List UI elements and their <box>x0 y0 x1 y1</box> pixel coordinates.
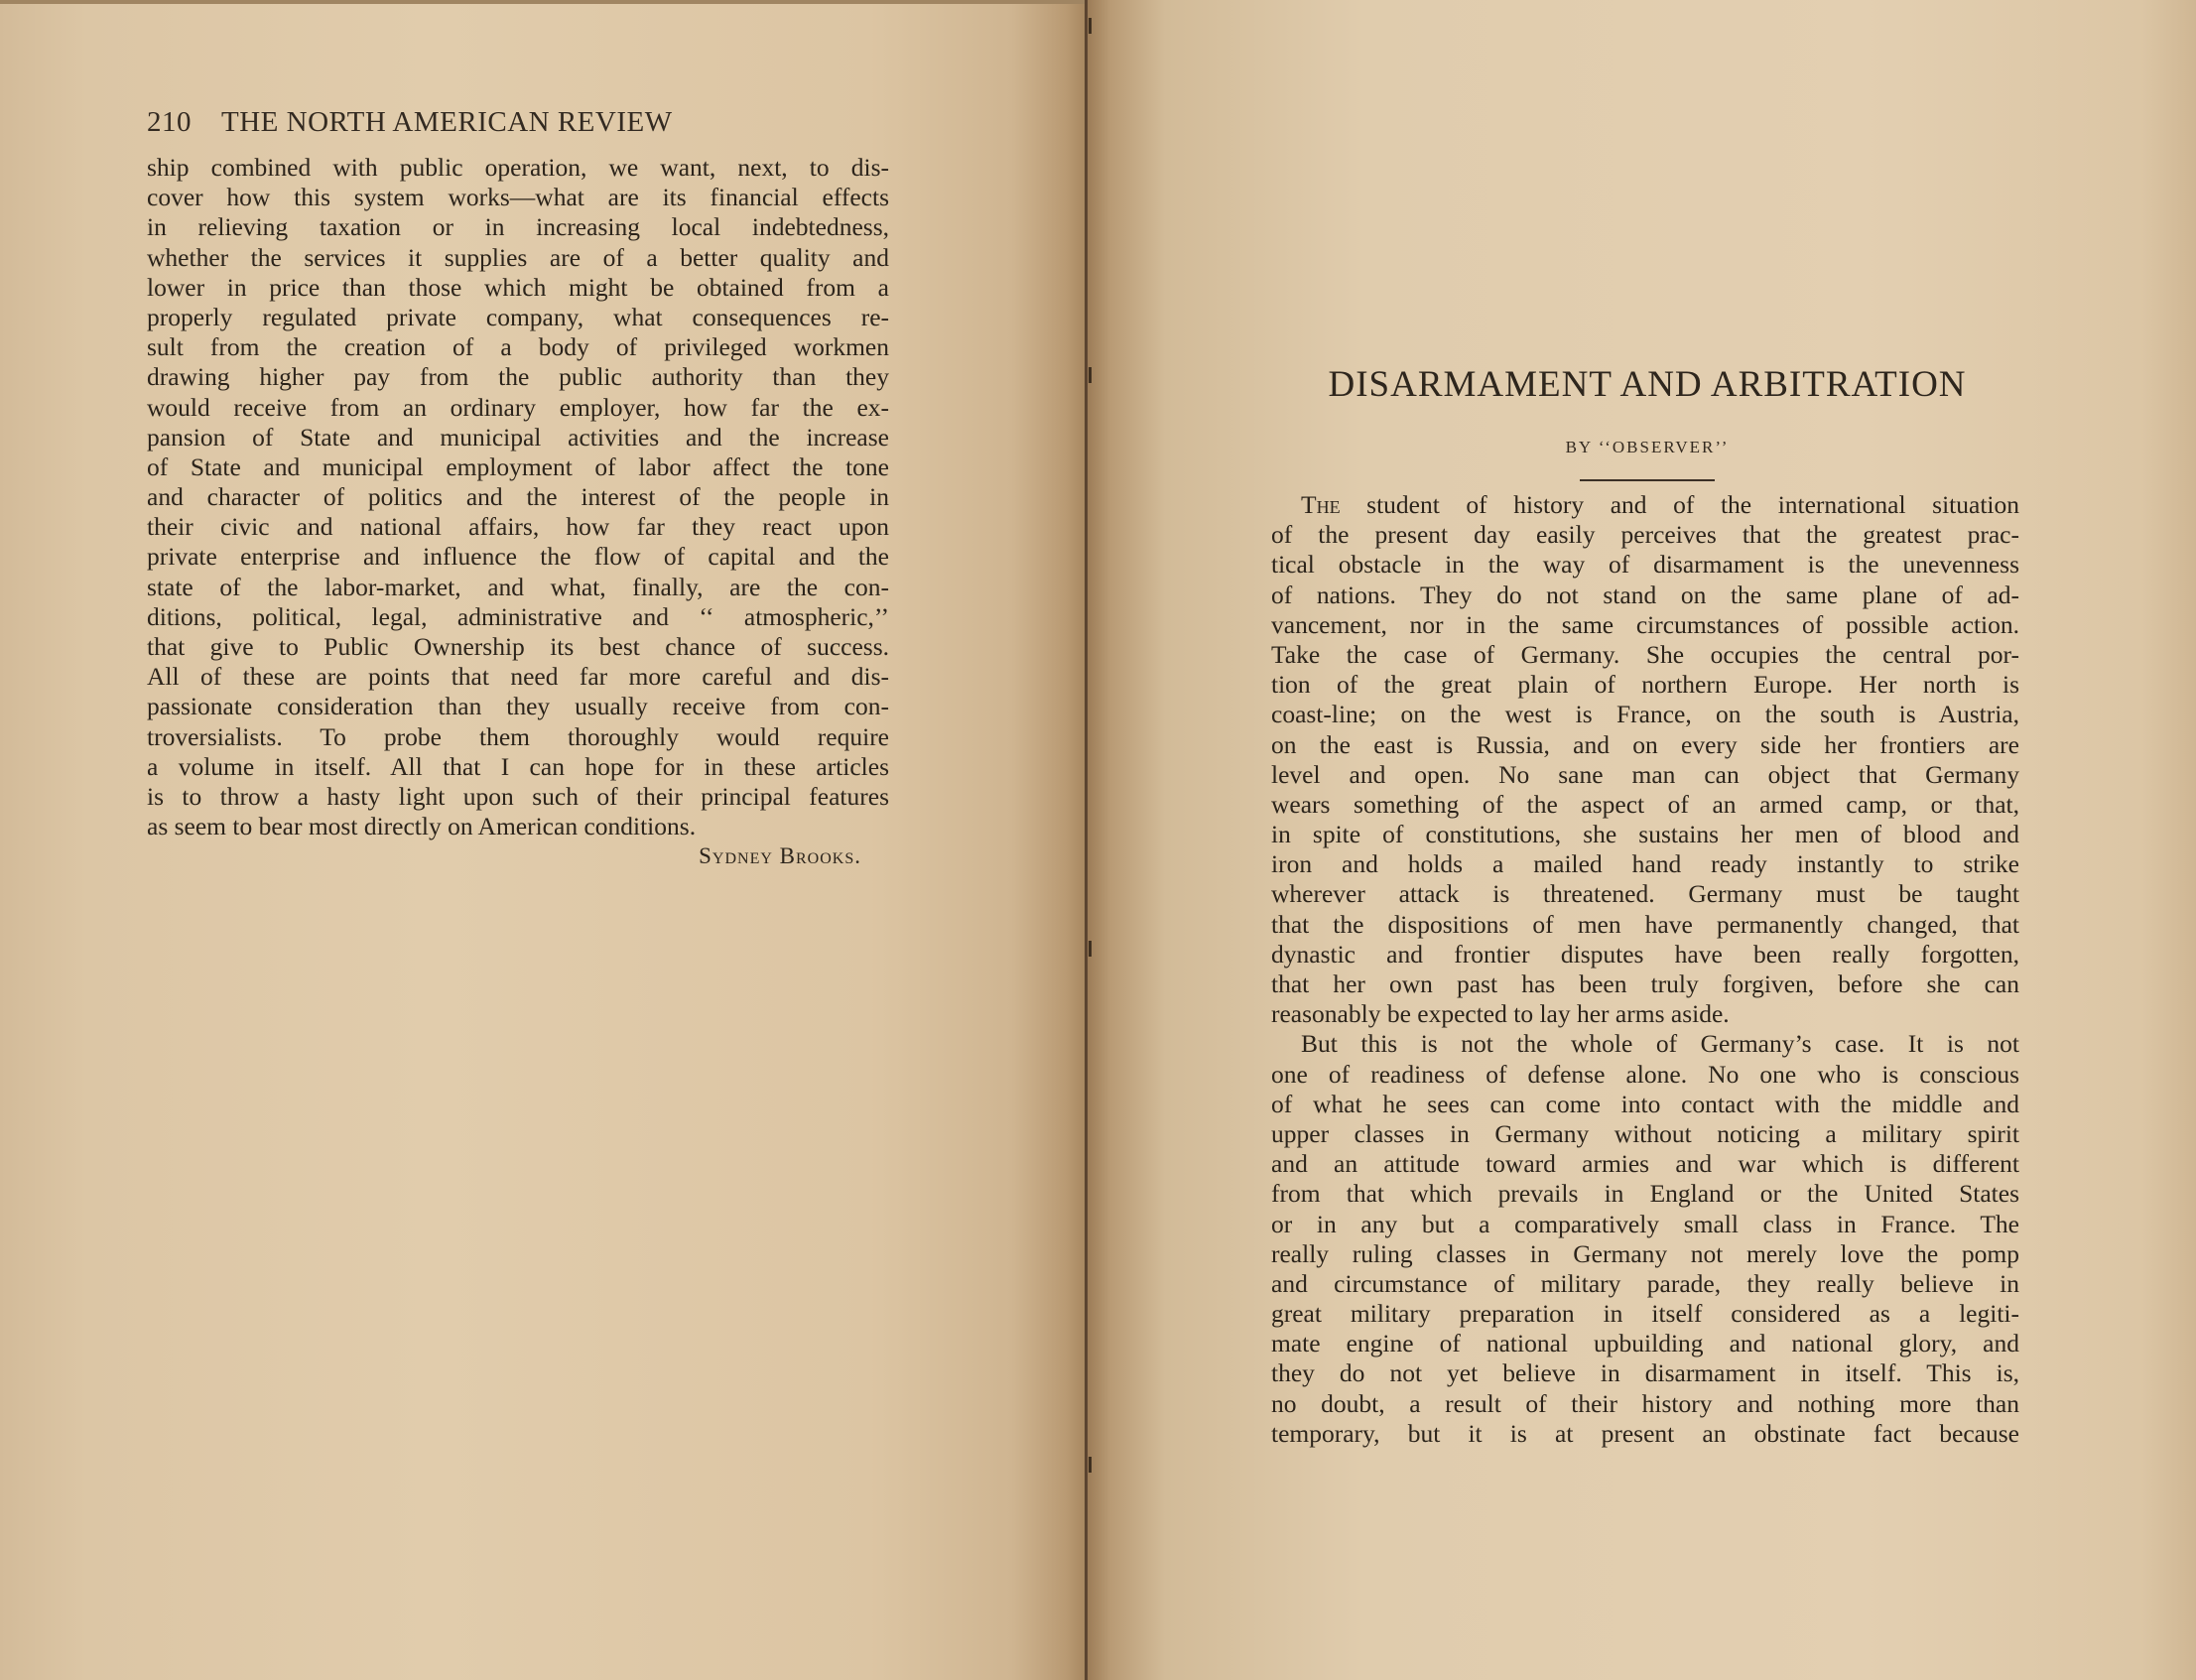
text-line: no doubt, a result of their history and nothing more than <box>1271 1388 2019 1418</box>
text-line: that her own past has been truly forgiven, before she can <box>1271 969 2019 998</box>
text-line: lower in price than those which might be obtained from a <box>147 272 889 302</box>
text-line: of State and municipal employment of labor affect the tone <box>147 452 889 481</box>
text-line: great military preparation in itself considered as a legiti- <box>1271 1299 2019 1329</box>
binding-thread <box>1089 941 1092 957</box>
text-line: wherever attack is threatened. Germany must be taught <box>1271 879 2019 909</box>
binding-thread <box>1089 367 1092 383</box>
text-line: on the east is Russia, and on every side her frontiers are <box>1271 729 2019 759</box>
text-line: and character of politics and the interest of the people in <box>147 482 889 512</box>
text-line: wears something of the aspect of an armed camp, or that, <box>1271 789 2019 819</box>
text-line: their civic and national affairs, how far they react upon <box>147 512 889 542</box>
text-line: they do not yet believe in disarmament in itself. This is, <box>1271 1358 2019 1388</box>
text-line: that give to Public Ownership its best chance of success. <box>147 632 889 661</box>
article-title: DISARMAMENT AND ARBITRATION <box>1328 364 1967 405</box>
article-byline: BY ‘‘OBSERVER’’ <box>1565 438 1730 456</box>
left-body-text <box>147 153 889 841</box>
text-line: temporary, but it is at present an obstinate fact because <box>1271 1418 2019 1448</box>
text-line: properly regulated private company, what consequences re- <box>147 302 889 331</box>
text-line: as seem to bear most directly on American conditions. <box>147 812 697 841</box>
text-line: one of readiness of defense alone. No one who is conscious <box>1271 1059 2019 1089</box>
text-line: level and open. No sane man can object that Germany <box>1271 759 2019 789</box>
author-signature: Sydney Brooks. <box>699 843 861 868</box>
binding-thread <box>1089 1457 1092 1473</box>
text-line: in spite of constitutions, she sustains her men of blood and <box>1271 820 2019 849</box>
text-line: sult from the creation of a body of privileged workmen <box>147 332 889 362</box>
text-line: in relieving taxation or in increasing local indebtedness, <box>147 212 889 242</box>
text-line <box>1271 490 2019 520</box>
text-line: state of the labor-market, and what, finally, are the con- <box>147 572 889 601</box>
text-line: reasonably be expected to lay her arms aside. <box>1271 999 1730 1029</box>
text-line: pansion of State and municipal activities and the increase <box>147 422 889 452</box>
text-line: cover how this system works—what are its financial effects <box>147 183 889 212</box>
text-line: vancement, nor in the same circumstances of possible action. <box>1271 609 2019 639</box>
text-line: or in any but a comparatively small class in France. The <box>1271 1209 2019 1238</box>
text-line: and circumstance of military parade, they really believe in <box>1271 1268 2019 1298</box>
text-line: of what he sees can come into contact with the middle and <box>1271 1089 2019 1118</box>
text-line: that the dispositions of men have permanently changed, that <box>1271 909 2019 939</box>
text-line: Take the case of Germany. She occupies the central por- <box>1271 639 2019 669</box>
lead-word: The <box>1301 490 1341 519</box>
text-line: drawing higher pay from the public authority than they <box>147 362 889 392</box>
text-line: dynastic and frontier disputes have been really forgotten, <box>1271 939 2019 969</box>
text-line: ship combined with public operation, we want, next, to dis- <box>147 153 889 182</box>
text-line: tion of the great plain of northern Europe. Her north is <box>1271 670 2019 700</box>
page-number: 210 <box>147 106 192 138</box>
text-line: coast-line; on the west is France, on the south is Austria, <box>1271 700 2019 729</box>
text-line: All of these are points that need far more careful and dis- <box>147 662 889 692</box>
journal-title: THE NORTH AMERICAN REVIEW <box>221 106 673 138</box>
text-line: really ruling classes in Germany not merely love the pomp <box>1271 1238 2019 1268</box>
text-line: tical obstacle in the way of disarmament is the unevenness <box>1271 550 2019 580</box>
text-line: But this is not the whole of Germany’s case. It is not <box>1301 1029 2019 1059</box>
text-line: passionate consideration than they usually receive from con- <box>147 692 889 721</box>
text-line: would receive from an ordinary employer, how far the ex- <box>147 392 889 422</box>
binding-thread <box>1089 18 1092 34</box>
text-line: of the present day easily perceives that the greatest prac- <box>1271 520 2019 550</box>
text-line: a volume in itself. All that I can hope for in these articles <box>147 751 889 781</box>
text-line: mate engine of national upbuilding and national glory, and <box>1271 1329 2019 1358</box>
text-line: iron and holds a mailed hand ready instantly to strike <box>1271 849 2019 879</box>
right-body-text <box>1271 490 2019 1449</box>
text-line: is to throw a hasty light upon such of their principal features <box>147 781 889 811</box>
text-line: upper classes in Germany without noticing a military spirit <box>1271 1118 2019 1148</box>
title-rule <box>1580 479 1715 481</box>
text-line: whether the services it supplies are of a better quality and <box>147 242 889 272</box>
text-line: private enterprise and influence the flow of capital and the <box>147 542 889 572</box>
text-line: ditions, political, legal, administrative and ‘‘ atmospheric,’’ <box>147 601 889 631</box>
left-page <box>0 0 1088 1680</box>
running-head <box>147 106 673 139</box>
text-line: and an attitude toward armies and war which is different <box>1271 1149 2019 1179</box>
text-line: from that which prevails in England or the United States <box>1271 1179 2019 1209</box>
lead-line-text: student of history and of the international situation <box>1340 490 2019 519</box>
text-line: of nations. They do not stand on the same plane of ad- <box>1271 580 2019 609</box>
text-line: troversialists. To probe them thoroughly would require <box>147 721 889 751</box>
